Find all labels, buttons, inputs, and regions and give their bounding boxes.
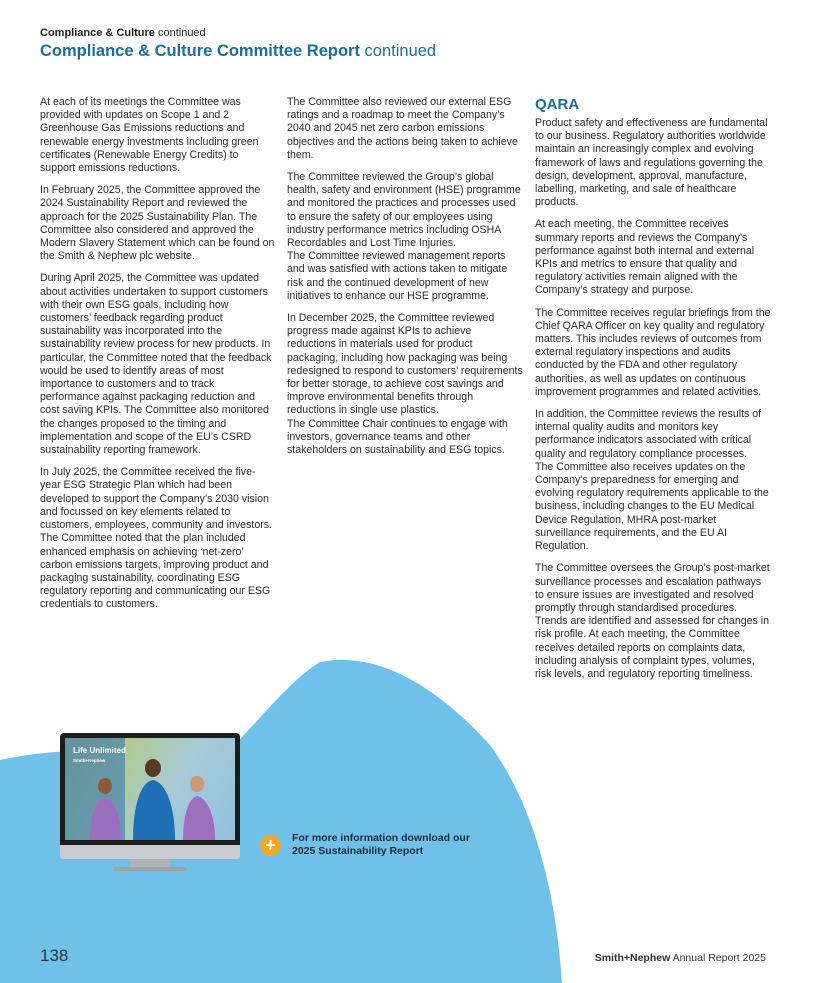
text-column-2 xyxy=(287,96,523,466)
monitor-screen xyxy=(65,738,235,840)
monitor-bezel xyxy=(60,733,240,845)
paragraph: In addition, the Committee reviews the results of internal quality audits and monitors key performance indicators associated with critical quality and regulatory compliance processes. xyxy=(535,408,762,460)
paragraph: The Committee receives regular briefings from the Chief QARA Officer on key quality and regulatory matters. This includes reviews of outcomes from external regulatory inspections and audits conducted by the FDA and other regulatory authorities, as well as updates on continuous improvement programmes and related activities. xyxy=(535,306,771,398)
plus-icon[interactable]: + xyxy=(260,835,281,856)
page-number: 138 xyxy=(40,946,69,965)
paragraph: In December 2025, the Committee reviewed progress made against KPIs to achieve reductions in materials used for product packaging, including how packaging was being redesigned to respond to customers’ requirements for better storage, to achieve cost savings and improve environmental benefits through reductions in single use plastics. xyxy=(287,312,523,417)
paragraph: Product safety and effectiveness are fundamental to our business. Regulatory authorities worldwide maintain an increasingly complex and evolving framework of laws and regulations governing the design, development, approval, manufacture, labelling, marketing, and sale of healthcare products. xyxy=(535,117,768,209)
page-title: Compliance & Culture Committee Report continued xyxy=(40,42,437,60)
cta-text[interactable]: For more information download our 2025 Sustainability Report xyxy=(292,832,470,857)
screen-title: Life Unlimited xyxy=(73,746,126,755)
paragraph: During April 2025, the Committee was updated about activities undertaken to support customers with their own ESG goals, including how customers’ feedback regarding product sustainability was incorporated into the sustainability review process for new products. In particular, the Committee noted that the feedback would be used to identify areas of most importance to customers and to track performance against packaging reduction and cost saving KPIs. The Committee also monitored the changes proposed to the timing and implementation and scope of the EU’s CSRD sustainability reporting framework. xyxy=(40,272,272,457)
section-label: Compliance & Culture continued xyxy=(40,27,206,39)
monitor-chin xyxy=(60,845,240,859)
qara-heading: QARA xyxy=(535,96,580,113)
paragraph: At each meeting, the Committee receives summary reports and reviews the Company’s performance against both internal and external KPIs and metrics to ensure that quality and regulatory activities remain aligned with the Company’s strategy and purpose. xyxy=(535,218,755,297)
text-column-3 xyxy=(535,96,771,690)
paragraph: The Committee Chair continues to engage with investors, governance teams and other stakeholders on sustainability and ESG topics. xyxy=(287,417,508,457)
footer-brand: Smith+Nephew Annual Report 2025 xyxy=(594,952,766,964)
paragraph: The Committee also reviewed our external ESG ratings and a roadmap to meet the Company’s 2040 and 2045 net zero carbon emissions objectives and the actions being taken to achieve them. xyxy=(287,96,518,161)
paragraph: At each of its meetings the Committee was provided with updates on Scope 1 and 2 Greenhouse Gas Emissions reductions and renewable energy investments including green certificates (Renewable Energy Credits) to support emissions reductions. xyxy=(40,96,259,175)
text-column-1 xyxy=(40,96,276,621)
paragraph: The Committee oversees the Group’s post-market surveillance processes and escalation pathways to ensure issues are investigated and resolved promptly through standardised procedures. xyxy=(535,562,770,614)
sustainability-report-monitor-image[interactable] xyxy=(60,733,240,871)
paragraph: The Committee reviewed management reports and was satisfied with actions taken to mitigate risk and the continued development of new initiatives to enhance our HSE programme. xyxy=(287,250,508,302)
monitor-base xyxy=(113,867,187,871)
paragraph: Trends are identified and assessed for changes in risk profile. At each meeting, the Committee receives detailed reports on complaints data, including analysis of complaint types, volumes, risk levels, and regulatory reporting timeliness. xyxy=(535,615,769,680)
sustainability-report-link[interactable] xyxy=(260,832,490,858)
paragraph: In February 2025, the Committee approved the 2024 Sustainability Report and reviewed the approach for the 2025 Sustainability Plan. The Committee also considered and approved the Modern Slavery Statement which can be found on the Smith & Nephew plc website. xyxy=(40,184,275,263)
paragraph: The Committee reviewed the Group’s global health, safety and environment (HSE) programme and monitored the practices and processes used to ensure the safety of our employees using industry performance metrics including OSHA Recordables and Lost Time Injuries. xyxy=(287,171,521,250)
page-header xyxy=(40,27,436,61)
monitor-stand xyxy=(130,859,170,867)
paragraph: The Committee also receives updates on the Company’s preparedness for emerging and evolving regulatory requirements applicable to the business, including changes to the EU Medical Device Regulation, MHRA post-market surveillance requirements, and the EU AI Regulation. xyxy=(535,460,769,553)
paragraph: In July 2025, the Committee received the five-year ESG Strategic Plan which had been developed to support the Company’s 2030 vision and focussed on key elements related to customers, employees, community and investors. The Committee noted that the plan included enhanced emphasis on achieving ‘net-zero’ carbon emissions targets, improving product and packaging sustainability, coordinating ESG regulatory reporting and communicating our ESG credentials to customers. xyxy=(40,466,272,611)
screen-brand: Smith+Nephew xyxy=(73,758,106,763)
